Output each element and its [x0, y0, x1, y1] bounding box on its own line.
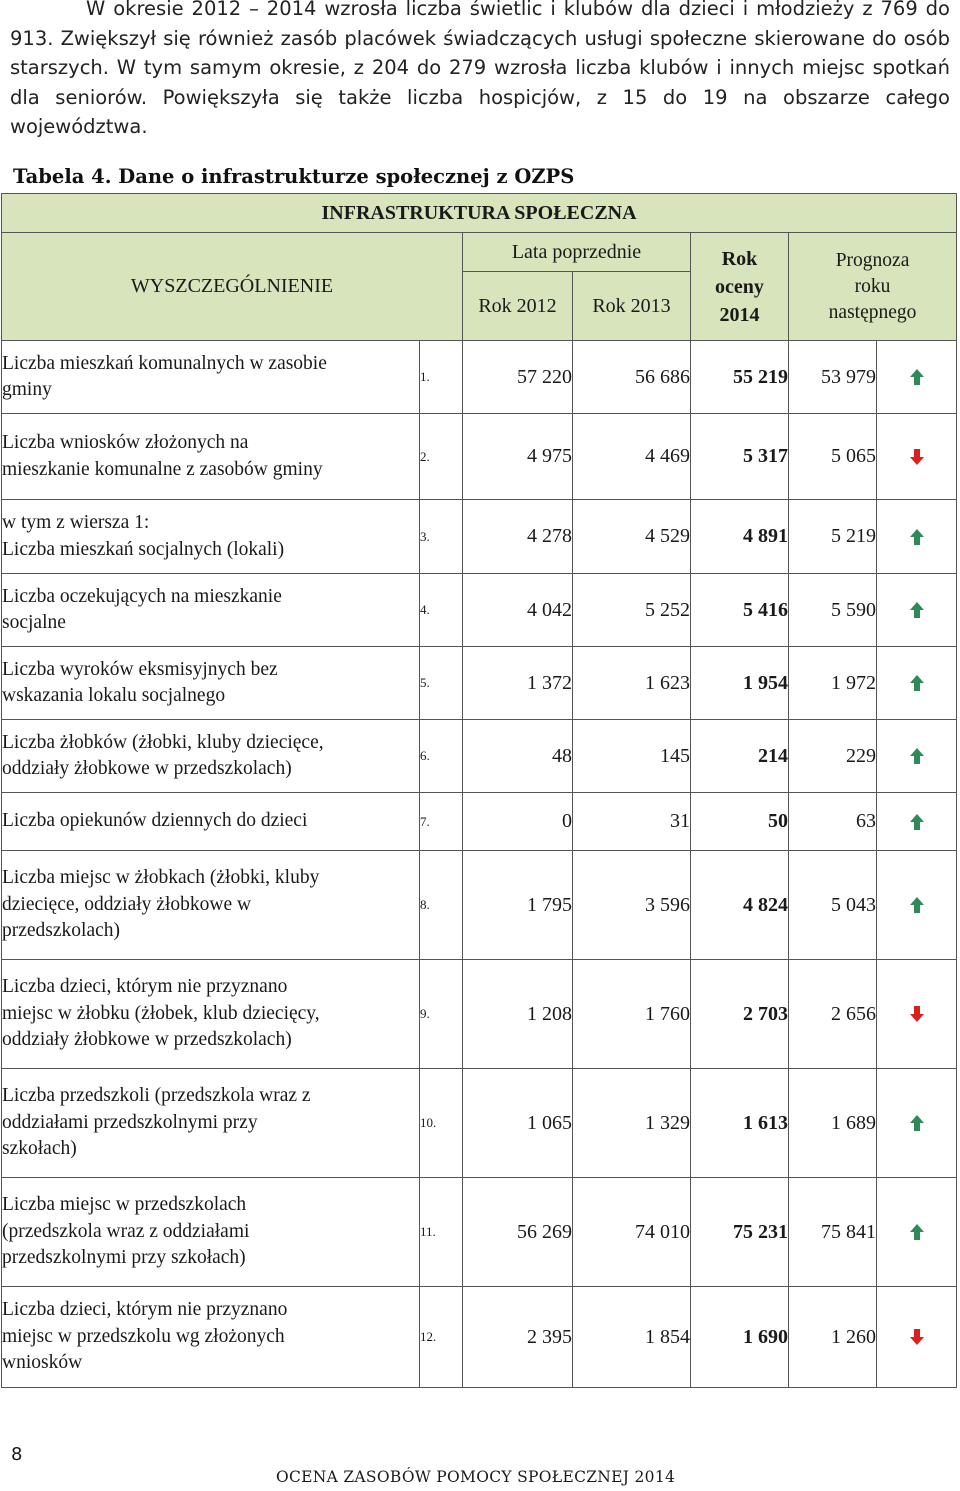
row-label-line: oddziałami przedszkolnymi przy: [2, 1111, 258, 1133]
value-2012: 4 278: [463, 500, 573, 574]
value-2013: 5 252: [573, 574, 691, 647]
table-row: [2, 341, 957, 414]
table-row: [2, 1178, 957, 1287]
value-2013: 3 596: [573, 851, 691, 960]
row-label-line: Liczba dzieci, którym nie przyznano: [2, 976, 288, 998]
row-number: 10.: [420, 1069, 463, 1178]
value-2013: 4 529: [573, 500, 691, 574]
table-row: [2, 500, 957, 574]
table-row: [2, 851, 957, 960]
row-label-line: gminy: [2, 379, 52, 400]
infrastructure-table: [1, 193, 957, 1388]
row-label-line: w tym z wiersza 1:: [2, 512, 150, 533]
arrow-up-icon: [909, 1114, 925, 1132]
value-2012: 1 208: [463, 960, 573, 1069]
table-row: [2, 574, 957, 647]
row-number: 3.: [420, 500, 463, 574]
header-ocena-line1: Rok: [721, 247, 758, 270]
header-lata-poprzednie: Lata poprzednie: [463, 233, 691, 272]
value-2012: 0: [463, 793, 573, 851]
row-number: 8.: [420, 851, 463, 960]
table-caption: Tabela 4. Dane o infrastrukturze społecznej z OZPS: [13, 165, 575, 188]
trend-up-icon: [877, 1178, 957, 1287]
value-prognoza: 1 260: [789, 1287, 877, 1388]
row-label-line: Liczba żłobków (żłobki, kluby dziecięce,: [2, 731, 324, 753]
value-2014: 1 954: [691, 647, 789, 720]
row-label-line: miejsc w żłobku (żłobek, klub dziecięcy,: [2, 1002, 320, 1024]
value-2012: 56 269: [463, 1178, 573, 1287]
page-number: 8: [11, 1444, 23, 1465]
row-label-line: Liczba miejsc w przedszkolach: [2, 1194, 247, 1216]
row-label-line: Liczba wyroków eksmisyjnych bez: [2, 658, 278, 680]
row-label-line: wniosków: [2, 1352, 83, 1374]
value-2014: 5 416: [691, 574, 789, 647]
trend-up-icon: [877, 341, 957, 414]
table-row: [2, 647, 957, 720]
value-2012: 2 395: [463, 1287, 573, 1388]
header-rok-2012: Rok 2012: [463, 272, 573, 341]
intro-paragraph: [10, 0, 950, 142]
value-prognoza: 5 219: [789, 500, 877, 574]
arrow-up-icon: [909, 368, 925, 386]
arrow-up-icon: [909, 813, 925, 831]
header-main: INFRASTRUKTURA SPOŁECZNA: [2, 194, 957, 233]
value-prognoza: 63: [789, 793, 877, 851]
arrow-up-icon: [909, 747, 925, 765]
value-2012: 4 975: [463, 414, 573, 500]
row-label-line: Liczba mieszkań komunalnych w zasobie: [2, 352, 327, 374]
row-label-line: Liczba wniosków złożonych na: [2, 432, 249, 453]
row-label: [2, 647, 420, 720]
value-2014: 1 690: [691, 1287, 789, 1388]
header-prog-line3: następnego: [828, 301, 917, 323]
value-prognoza: 5 043: [789, 851, 877, 960]
header-prog-line2: roku: [854, 275, 891, 297]
value-2013: 1 854: [573, 1287, 691, 1388]
table-row: [2, 960, 957, 1069]
arrow-up-icon: [909, 896, 925, 914]
arrow-up-icon: [909, 674, 925, 692]
arrow-up-icon: [909, 1223, 925, 1241]
row-number: 7.: [420, 793, 463, 851]
row-label-line: Liczba dzieci, którym nie przyznano: [2, 1299, 288, 1321]
value-prognoza: 75 841: [789, 1178, 877, 1287]
value-prognoza: 1 689: [789, 1069, 877, 1178]
value-prognoza: 229: [789, 720, 877, 793]
value-2013: 1 760: [573, 960, 691, 1069]
table-row: [2, 793, 957, 851]
value-2014: 2 703: [691, 960, 789, 1069]
row-label: [2, 851, 420, 960]
arrow-down-icon: [909, 1005, 925, 1023]
value-2012: 4 042: [463, 574, 573, 647]
row-label-line: Liczba oczekujących na mieszkanie: [2, 585, 282, 607]
row-label-line: przedszkolnymi przy szkołach): [2, 1247, 246, 1269]
arrow-down-icon: [909, 1328, 925, 1346]
arrow-up-icon: [909, 528, 925, 546]
trend-up-icon: [877, 647, 957, 720]
trend-down-icon: [877, 414, 957, 500]
row-label-line: szkołach): [2, 1138, 77, 1160]
trend-up-icon: [877, 851, 957, 960]
row-label: [2, 414, 420, 500]
value-2014: 75 231: [691, 1178, 789, 1287]
row-label-line: miejsc w przedszkolu wg złożonych: [2, 1325, 285, 1347]
value-2013: 56 686: [573, 341, 691, 414]
table-body: [2, 341, 957, 1388]
header-rok-2013: Rok 2013: [573, 272, 691, 341]
trend-up-icon: [877, 720, 957, 793]
row-label-line: Liczba opiekunów dziennych do dzieci: [2, 810, 308, 832]
row-label: [2, 1178, 420, 1287]
trend-up-icon: [877, 500, 957, 574]
table-row: [2, 1287, 957, 1388]
header-ocena-line3: 2014: [719, 303, 760, 326]
row-label: [2, 1069, 420, 1178]
trend-down-icon: [877, 960, 957, 1069]
value-2013: 145: [573, 720, 691, 793]
row-label-line: oddziały żłobkowe w przedszkolach): [2, 758, 292, 779]
row-label: [2, 574, 420, 647]
value-prognoza: 1 972: [789, 647, 877, 720]
row-label: [2, 960, 420, 1069]
row-number: 1.: [420, 341, 463, 414]
row-number: 5.: [420, 647, 463, 720]
value-prognoza: 5 590: [789, 574, 877, 647]
value-2013: 1 329: [573, 1069, 691, 1178]
value-prognoza: 5 065: [789, 414, 877, 500]
value-2012: 1 372: [463, 647, 573, 720]
table-row: [2, 720, 957, 793]
row-number: 4.: [420, 574, 463, 647]
row-label-line: wskazania lokalu socjalnego: [2, 685, 226, 706]
value-2014: 50: [691, 793, 789, 851]
table-row: [2, 414, 957, 500]
table-row: [2, 1069, 957, 1178]
row-label: [2, 500, 420, 574]
header-prognoza: [789, 233, 957, 341]
row-label-line: Liczba mieszkań socjalnych (lokali): [2, 538, 285, 560]
header-ocena-line2: oceny: [715, 275, 764, 298]
arrow-down-icon: [909, 448, 925, 466]
value-prognoza: 2 656: [789, 960, 877, 1069]
value-2013: 31: [573, 793, 691, 851]
row-number: 9.: [420, 960, 463, 1069]
row-label: [2, 1287, 420, 1388]
trend-up-icon: [877, 574, 957, 647]
value-2013: 4 469: [573, 414, 691, 500]
value-prognoza: 53 979: [789, 341, 877, 414]
value-2012: 48: [463, 720, 573, 793]
row-label-line: oddziały żłobkowe w przedszkolach): [2, 1029, 292, 1051]
row-number: 6.: [420, 720, 463, 793]
row-label-line: (przedszkola wraz z oddziałami: [2, 1220, 250, 1242]
value-2014: 5 317: [691, 414, 789, 500]
value-2012: 1 065: [463, 1069, 573, 1178]
header-rok-oceny: [691, 233, 789, 341]
header-label: WYSZCZEGÓLNIENIE: [2, 233, 463, 341]
row-number: 11.: [420, 1178, 463, 1287]
row-number: 12.: [420, 1287, 463, 1388]
header-prog-line1: Prognoza: [835, 249, 910, 271]
row-label: [2, 720, 420, 793]
row-label-line: Liczba miejsc w żłobkach (żłobki, kluby: [2, 867, 320, 889]
value-2012: 1 795: [463, 851, 573, 960]
value-2013: 1 623: [573, 647, 691, 720]
value-2013: 74 010: [573, 1178, 691, 1287]
trend-up-icon: [877, 793, 957, 851]
arrow-up-icon: [909, 601, 925, 619]
row-label-line: dziecięce, oddziały żłobkowe w: [2, 893, 252, 915]
row-number: 2.: [420, 414, 463, 500]
value-2014: 55 219: [691, 341, 789, 414]
value-2014: 4 824: [691, 851, 789, 960]
intro-text: W okresie 2012 – 2014 wzrosła liczba świetlic i klubów dla dzieci i młodzieży z 769 do 913. Zwiększył się również zasób placówek świadczących usługi społeczne skierowane do osób starszych. W tym samym okresie, z 204 do 279 wzrosła liczba klubów i innych miejsc spotkań dla seniorów. Powiększyła się także liczba hospicjów, z 15 do 19 na obszarze całego województwa.: [10, 0, 950, 138]
trend-down-icon: [877, 1287, 957, 1388]
value-2012: 57 220: [463, 341, 573, 414]
row-label: [2, 793, 420, 851]
footer-title: OCENA ZASOBÓW POMOCY SPOŁECZNEJ 2014: [276, 1468, 676, 1486]
value-2014: 214: [691, 720, 789, 793]
row-label-line: Liczba przedszkoli (przedszkola wraz z: [2, 1085, 311, 1107]
value-2014: 1 613: [691, 1069, 789, 1178]
row-label-line: przedszkolach): [2, 920, 121, 942]
value-2014: 4 891: [691, 500, 789, 574]
row-label-line: mieszkanie komunalne z zasobów gminy: [2, 458, 323, 480]
row-label-line: socjalne: [2, 612, 66, 633]
trend-up-icon: [877, 1069, 957, 1178]
row-label: [2, 341, 420, 414]
